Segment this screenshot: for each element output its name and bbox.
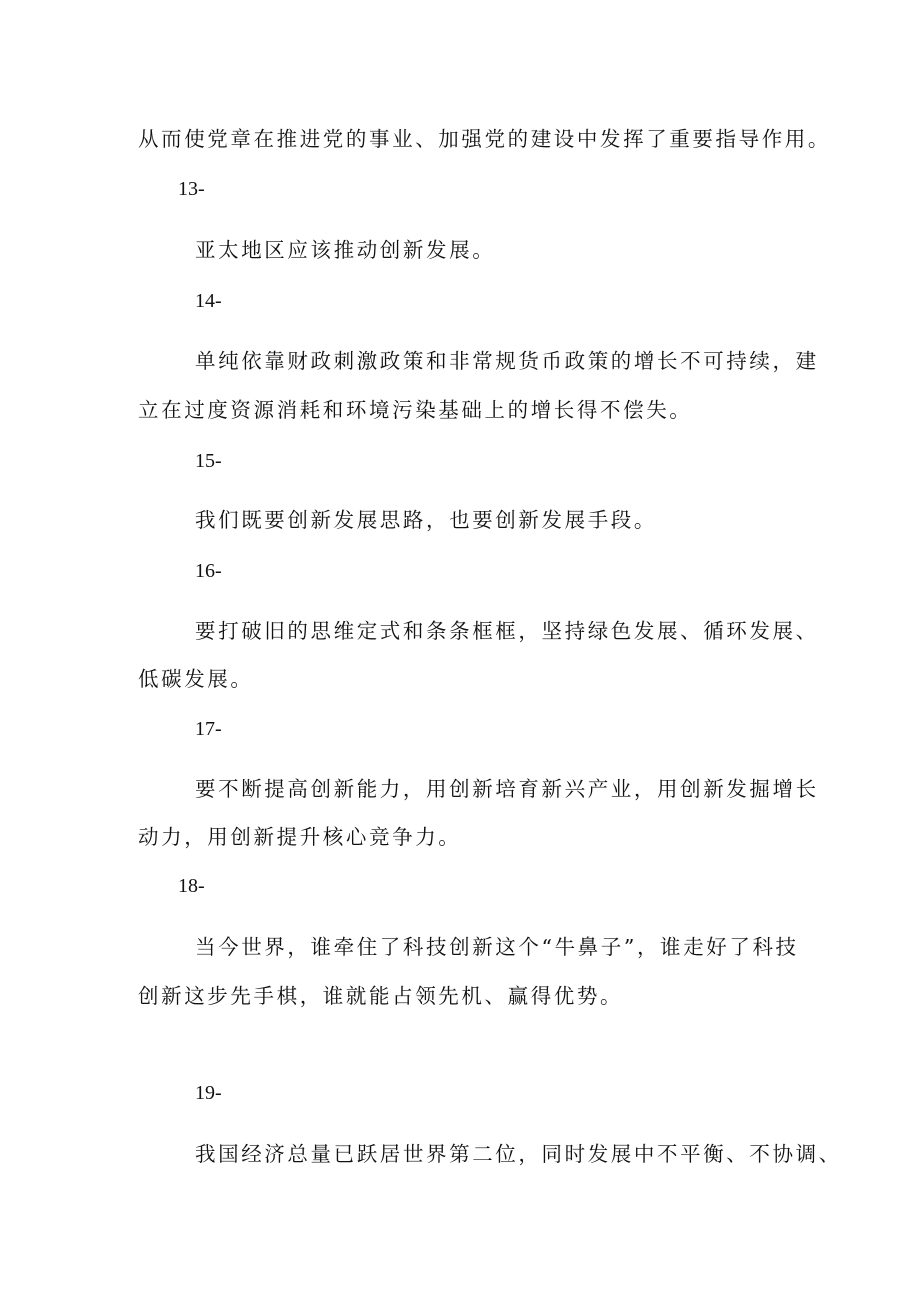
item-number: 15- [195, 450, 222, 472]
paragraph-line: 我国经济总量已跃居世界第二位，同时发展中不平衡、不协调、 [195, 1142, 842, 1166]
paragraph-line: 我们既要创新发展思路，也要创新发展手段。 [195, 508, 657, 532]
item-number: 16- [195, 560, 222, 582]
item-number: 19- [195, 1082, 222, 1104]
item-number: 17- [195, 718, 222, 740]
paragraph-line: 低碳发展。 [138, 667, 254, 691]
paragraph-line: 从而使党章在推进党的事业、加强党的建设中发挥了重要指导作用。 [138, 127, 831, 151]
item-number: 13- [178, 178, 205, 200]
paragraph-line: 创新这步先手棋，谁就能占领先机、赢得优势。 [138, 984, 624, 1008]
paragraph-line: 要不断提高创新能力，用创新培育新兴产业，用创新发掘增长 [195, 777, 819, 801]
paragraph-line: 当今世界，谁牵住了科技创新这个“牛鼻子”，谁走好了科技 [195, 935, 799, 959]
paragraph-line: 动力，用创新提升核心竞争力。 [138, 825, 462, 849]
paragraph-line: 单纯依靠财政刺激政策和非常规货币政策的增长不可持续，建 [195, 349, 819, 373]
paragraph-line: 立在过度资源消耗和环境污染基础上的增长得不偿失。 [138, 398, 693, 422]
paragraph-line: 要打破旧的思维定式和条条框框，坚持绿色发展、循环发展、 [195, 619, 819, 643]
item-number: 14- [195, 290, 222, 312]
paragraph-line: 亚太地区应该推动创新发展。 [195, 238, 496, 262]
item-number: 18- [178, 875, 205, 897]
